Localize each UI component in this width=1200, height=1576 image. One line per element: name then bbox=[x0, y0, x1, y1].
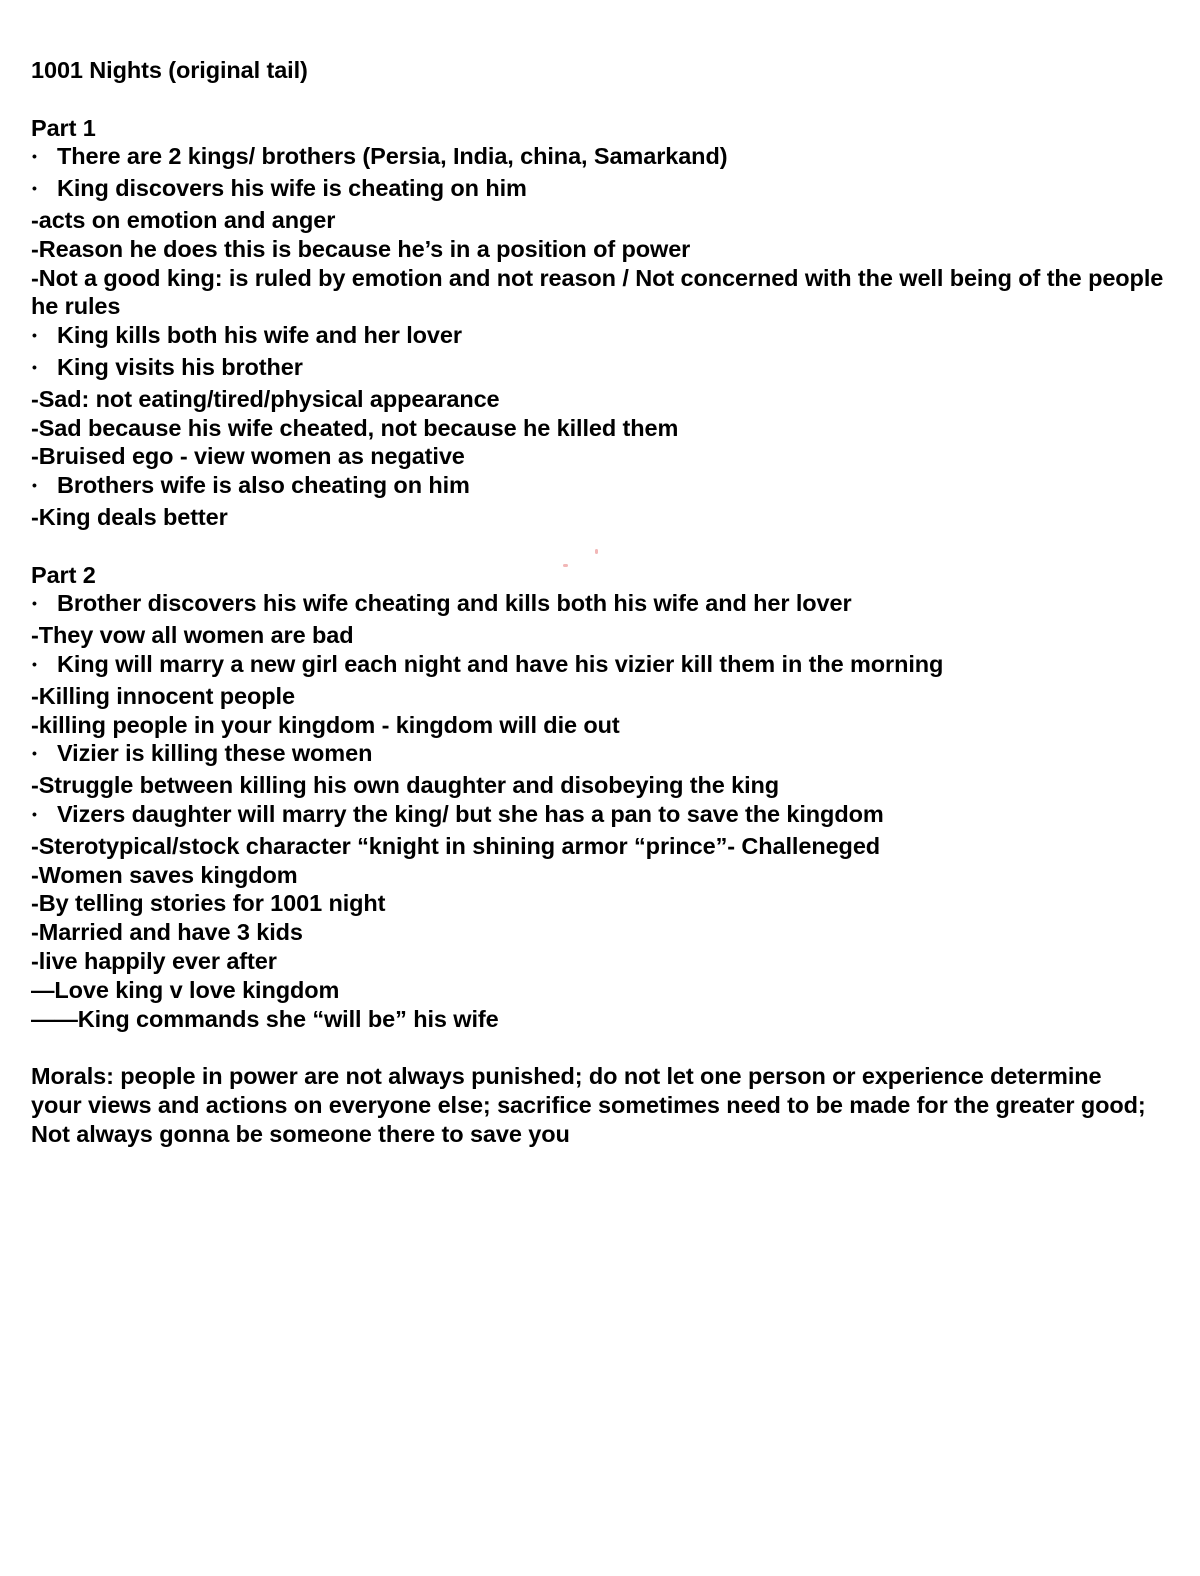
part-2-notes bbox=[31, 589, 1171, 1033]
bullet-list-item bbox=[31, 739, 1171, 771]
bullet-text: Brothers wife is also cheating on him bbox=[57, 472, 470, 499]
bullet-list-item bbox=[31, 471, 1171, 503]
document-page bbox=[31, 56, 1171, 1148]
bullet-list-item bbox=[31, 650, 1171, 682]
section-heading-part-1: Part 1 bbox=[31, 114, 96, 141]
note-line: -Killing innocent people bbox=[31, 682, 295, 709]
note-line: -Women saves kingdom bbox=[31, 861, 298, 888]
spacer bbox=[31, 532, 1171, 561]
bullet-list-item bbox=[31, 800, 1171, 832]
note-line: -killing people in your kingdom - kingdom will die out bbox=[31, 711, 620, 738]
stray-mark bbox=[595, 549, 598, 554]
note-line: -King deals better bbox=[31, 503, 228, 530]
bullet-icon: • bbox=[32, 477, 37, 494]
bullet-text: King discovers his wife is cheating on him bbox=[57, 175, 527, 202]
note-line: -acts on emotion and anger bbox=[31, 206, 336, 233]
bullet-icon: • bbox=[32, 327, 37, 344]
bullet-list-item bbox=[31, 321, 1171, 353]
document-title: 1001 Nights (original tail) bbox=[31, 57, 308, 83]
note-line: -Struggle between killing his own daughter and disobeying the king bbox=[31, 772, 780, 799]
spacer bbox=[31, 85, 1171, 114]
note-line: -Reason he does this is because he’s in a position of power bbox=[31, 235, 691, 262]
spacer bbox=[31, 1033, 1171, 1062]
bullet-list-item bbox=[31, 142, 1171, 174]
note-line: -Married and have 3 kids bbox=[31, 919, 303, 946]
bullet-text: King will marry a new girl each night and have his vizier kill them in the morning bbox=[57, 650, 944, 677]
bullet-text: Brother discovers his wife cheating and kills both his wife and her lover bbox=[57, 590, 852, 617]
bullet-icon: • bbox=[32, 148, 37, 165]
bullet-icon: • bbox=[32, 745, 37, 762]
note-line: -Sterotypical/stock character “knight in shining armor “prince”- Challeneged bbox=[31, 832, 881, 859]
bullet-text: Vizier is killing these women bbox=[57, 740, 373, 767]
stray-mark bbox=[563, 564, 568, 567]
bullet-text: Vizers daughter will marry the king/ but she has a pan to save the kingdom bbox=[57, 800, 884, 827]
note-line: -Sad because his wife cheated, not because he killed them bbox=[31, 414, 679, 441]
bullet-text: King kills both his wife and her lover bbox=[57, 322, 462, 349]
bullet-icon: • bbox=[32, 655, 37, 672]
part-1-notes bbox=[31, 142, 1171, 531]
note-line: -They vow all women are bad bbox=[31, 622, 354, 649]
bullet-list-item bbox=[31, 589, 1171, 621]
bullet-text: King visits his brother bbox=[57, 353, 303, 380]
bullet-icon: • bbox=[32, 805, 37, 822]
bullet-text: There are 2 kings/ brothers (Persia, India, china, Samarkand) bbox=[57, 143, 728, 170]
bullet-list-item bbox=[31, 174, 1171, 206]
note-line: -Bruised ego - view women as negative bbox=[31, 443, 465, 470]
note-line: -By telling stories for 1001 night bbox=[31, 890, 386, 917]
section-heading-part-2: Part 2 bbox=[31, 561, 96, 588]
note-line: —Love king v love kingdom bbox=[31, 976, 340, 1003]
note-line: -Not a good king: is ruled by emotion and not reason / Not concerned with the well being of the people he rules bbox=[31, 264, 1164, 320]
bullet-icon: • bbox=[32, 180, 37, 197]
note-line: -Sad: not eating/tired/physical appearance bbox=[31, 385, 500, 412]
bullet-icon: • bbox=[32, 358, 37, 375]
note-line: ——King commands she “will be” his wife bbox=[31, 1005, 499, 1032]
bullet-icon: • bbox=[32, 595, 37, 612]
morals-paragraph: Morals: people in power are not always punished; do not let one person or experience determine your views and actions on everyone else; sacrifice sometimes need to be made for the greater good; Not always gonna be someone there to save you bbox=[31, 1063, 1146, 1147]
bullet-list-item bbox=[31, 353, 1171, 385]
note-line: -live happily ever after bbox=[31, 947, 277, 974]
